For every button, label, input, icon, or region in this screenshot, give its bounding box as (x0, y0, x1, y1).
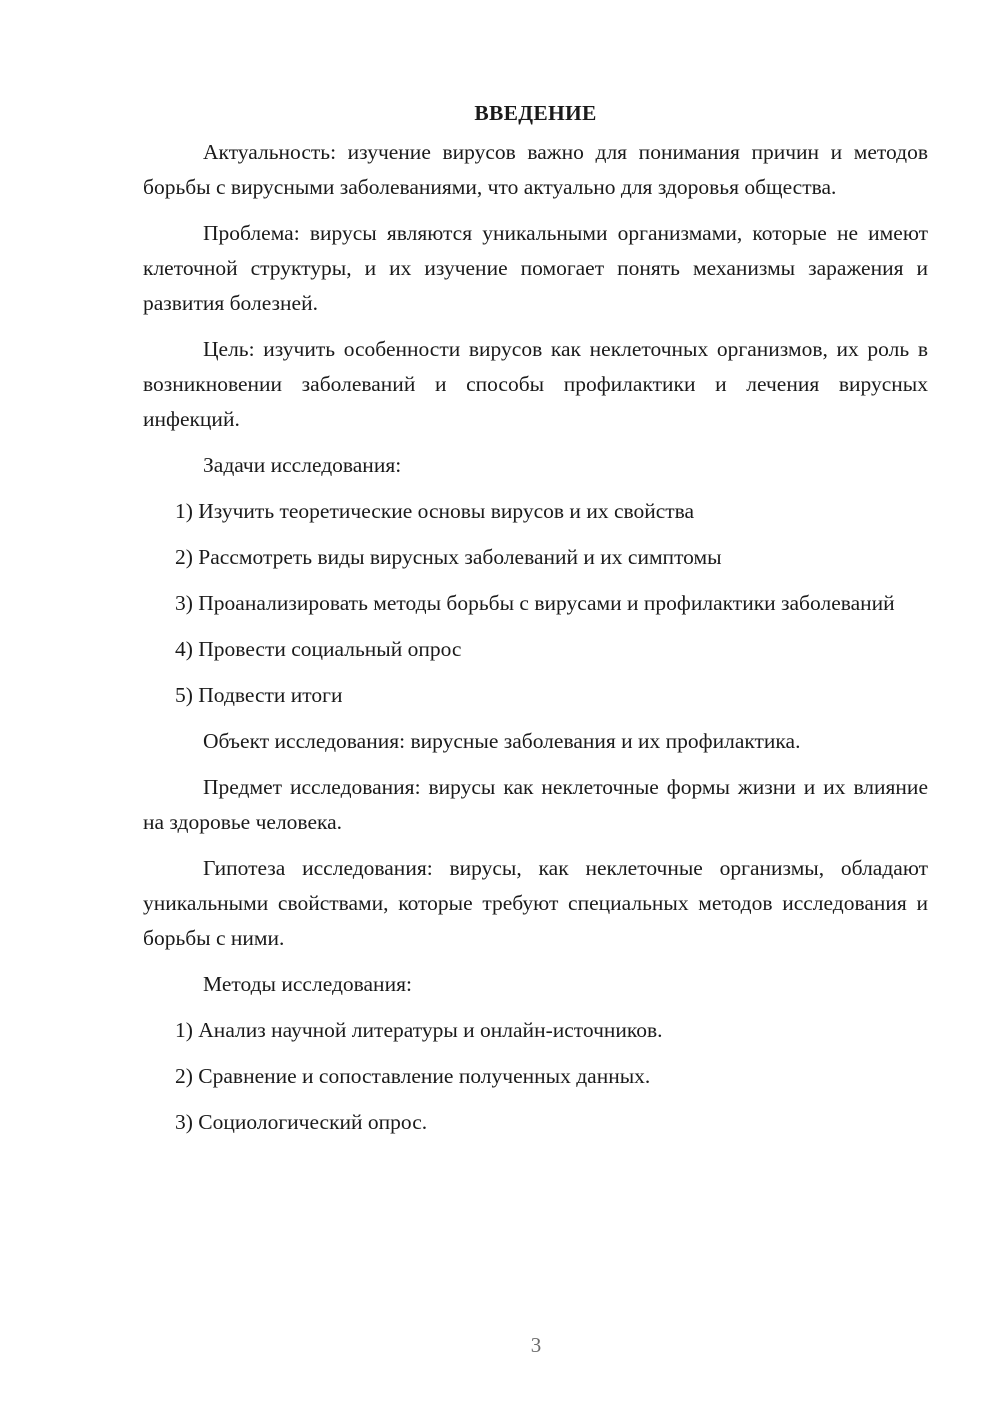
method-item: 1) Анализ научной литературы и онлайн-источников. (175, 1018, 663, 1042)
task-item: 5) Подвести итоги (175, 683, 343, 707)
task-item: 2) Рассмотреть виды вирусных заболеваний и их симптомы (175, 545, 722, 569)
task-item: 1) Изучить теоретические основы вирусов и их свойства (175, 499, 695, 523)
goal-paragraph: Цель: изучить особенности вирусов как неклеточных организмов, их роль в возникновении заболеваний и способы профилактики и лечения вирусных инфекций. (143, 337, 928, 431)
method-item: 3) Социологический опрос. (175, 1110, 428, 1134)
methods-title: Методы исследования: (203, 972, 412, 996)
relevance-paragraph: Актуальность: изучение вирусов важно для понимания причин и методов борьбы с вирусными заболеваниями, что актуально для здоровья общества. (143, 140, 928, 199)
document-page (143, 96, 928, 1151)
method-item: 2) Сравнение и сопоставление полученных данных. (175, 1064, 651, 1088)
section-heading: ВВЕДЕНИЕ (474, 101, 597, 125)
task-item: 4) Провести социальный опрос (175, 637, 462, 661)
tasks-title: Задачи исследования: (203, 453, 402, 477)
page-number: 3 (530, 1333, 542, 1357)
object-paragraph: Объект исследования: вирусные заболевания и их профилактика. (203, 729, 801, 753)
hypothesis-paragraph: Гипотеза исследования: вирусы, как неклеточные организмы, обладают уникальными свойствами, которые требуют специальных методов исследования и борьбы с ними. (143, 856, 928, 950)
subject-paragraph: Предмет исследования: вирусы как неклеточные формы жизни и их влияние на здоровье человека. (143, 775, 928, 834)
task-item: 3) Проанализировать методы борьбы с вирусами и профилактики заболеваний (175, 591, 895, 615)
problem-paragraph: Проблема: вирусы являются уникальными организмами, которые не имеют клеточной структуры, и их изучение помогает понять механизмы заражения и развития болезней. (143, 221, 928, 315)
